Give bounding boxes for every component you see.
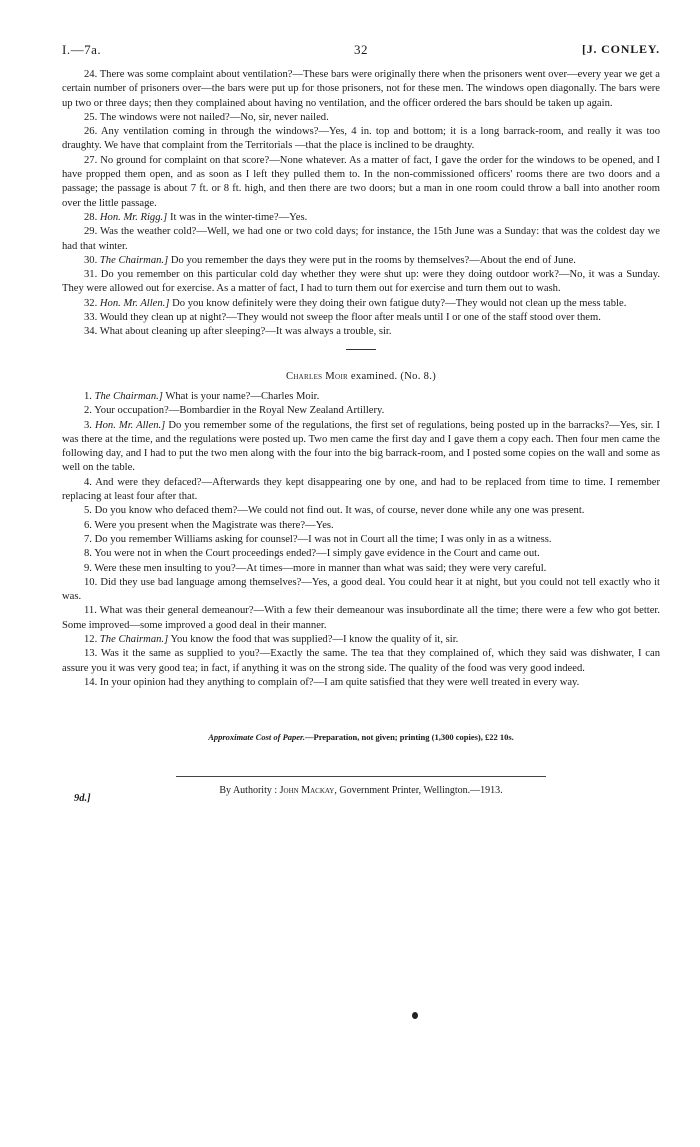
testimony-paragraph: 5. Do you know who defaced them?—We could not find out. It was, of course, never done while any one was present. — [84, 505, 585, 517]
question-number: 12. — [84, 633, 98, 645]
speaker: Hon. Mr. Allen.] — [94, 419, 166, 431]
question-text: You know the food that was supplied?—I know the quality of it, sir. — [170, 633, 459, 645]
question-text: It was in the winter-time?—Yes. — [169, 211, 308, 223]
testimony-paragraph: 26. Any ventilation coming in through the windows?—Yes, 4 in. top and bottom; it is a long barrack-room, and really it was too draughty. We have that complaint from the Territorials —that the place is inclined to be draughty. — [62, 126, 660, 152]
paper-reference: I.—7a. — [62, 42, 102, 57]
price-label: 9d.] — [74, 793, 91, 805]
question-number: 28. — [84, 211, 98, 223]
testimony-paragraph: 9. Were these men insulting to you?—At times—more in manner than what was said; they were very careful. — [84, 562, 547, 574]
footer-rule — [176, 776, 546, 777]
testimony-paragraph: 33. Would they clean up at night?—They would not sweep the floor after meals until I or one of the staff stood over them. — [84, 312, 601, 324]
page-number: 32 — [354, 42, 368, 57]
document-page — [62, 0, 661, 805]
page-header — [62, 42, 660, 64]
speaker: The Chairman.] — [94, 390, 163, 402]
testimony-paragraph: 31. Do you remember on this particular cold day whether they were shut up: were they doing outdoor work?—No, it was a Sunday. They were allowed out for exercise. As a matter of fact, I had to turn them out for exercise and turn them out to wash. — [62, 269, 660, 295]
testimony-paragraph: 4. And were they defaced?—Afterwards they kept disappearing one by one, and had to be replaced from time to time. I remember replacing at least four after that. — [62, 476, 660, 503]
ink-mark — [412, 1012, 418, 1019]
testimony-paragraph: 7. Do you remember Williams asking for counsel?—I was not in Court all the time; I was only in as a witness. — [84, 533, 552, 545]
testimony-paragraph: 34. What about cleaning up after sleeping?—It was always a trouble, sir. — [84, 326, 392, 338]
question-number: 3. — [84, 419, 92, 431]
printer-name: John Mackay, — [279, 785, 337, 797]
question-text: What is your name?—Charles Moir. — [165, 390, 320, 402]
testimony-paragraph — [62, 633, 660, 647]
testimony-paragraph — [62, 254, 660, 268]
authority-prefix: By Authority : — [219, 785, 278, 797]
testimony-section-conley — [62, 68, 660, 340]
cost-label: Approximate Cost of Paper. — [208, 732, 305, 743]
speaker: Hon. Mr. Rigg.] — [99, 211, 168, 223]
testimony-paragraph — [62, 390, 660, 404]
section-heading — [62, 370, 660, 384]
testimony-paragraph: 25. The windows were not nailed?—No, sir, never nailed. — [84, 111, 329, 123]
witness-name: Charles Moir — [285, 370, 348, 382]
question-text: Do you remember some of the regulations, the first set of regulations, being posted up in the barracks?—Yes, sir. I was there at the time, and the regulations were posted up. Two men came the first day and I gave them a copy each. Then four men came the following day, and I had to put the two men along with the four into the big barrack-room, and I posted some copies on the wall and some as well on the table. — [62, 419, 661, 474]
testimony-paragraph: 27. No ground for complaint on that score?—None whatever. As a matter of fact, I gave the order for the windows to be opened, and I have propped them open, and as soon as I left they pulled them to. In the non-commissioned officers' rooms there are two doors and a passage; the passage is about 7 ft. or 8 ft. high, and then there are two doors; but a man in one room could throw a ball into another room over the little passage. — [62, 154, 660, 209]
testimony-paragraph: 8. You were not in when the Court proceedings ended?—I simply gave evidence in the Court and came out. — [84, 548, 540, 560]
authority-line — [62, 785, 660, 805]
question-text: Do you know definitely were they doing their own fatigue duty?—They would not clean up the mess table. — [172, 297, 627, 309]
testimony-paragraph — [62, 211, 660, 225]
question-number: 30. — [84, 254, 98, 266]
testimony-section-moir — [62, 390, 660, 690]
testimony-paragraph: 6. Were you present when the Magistrate was there?—Yes. — [84, 519, 334, 531]
testimony-paragraph: 14. In your opinion had they anything to complain of?—I am quite satisfied that they were well treated in every way. — [84, 676, 580, 688]
testimony-paragraph: 29. Was the weather cold?—Well, we had one or two cold days; for instance, the 15th June was a Sunday: that was the coldest day we had that winter. — [62, 226, 660, 252]
testimony-paragraph — [62, 297, 660, 311]
testimony-paragraph: 2. Your occupation?—Bombardier in the Royal New Zealand Artillery. — [84, 405, 385, 417]
question-text: Do you remember the days they were put in the rooms by themselves?—About the end of June. — [170, 254, 576, 266]
witness-name-header: [J. CONLEY. — [581, 42, 660, 56]
cost-of-paper-note — [62, 732, 660, 742]
document-body — [62, 68, 660, 690]
speaker: Hon. Mr. Allen.] — [99, 297, 170, 309]
testimony-paragraph: 11. What was their general demeanour?—With a few their demeanour was insubordinate all the time; there were a few who got better. Some improved—some improved a good deal in their manner. — [62, 605, 660, 631]
section-heading-rest: examined. (No. 8.) — [350, 370, 437, 382]
testimony-paragraph: 10. Did they use bad language among themselves?—Yes, a good deal. You could hear it at night, but you could not tell exactly who it was. — [62, 576, 660, 603]
speaker: The Chairman.] — [99, 254, 169, 266]
testimony-paragraph: 13. Was it the same as supplied to you?—Exactly the same. The tea that they complained of, which they said was dishwater, I can assure you it was very good tea; in fact, if anything it was on the strong side. The quality of the food was very good indeed. — [62, 648, 660, 674]
testimony-paragraph — [62, 419, 660, 476]
authority-suffix: Government Printer, Wellington.—1913. — [339, 785, 503, 797]
question-number: 1. — [84, 390, 92, 402]
testimony-paragraph: 24. There was some complaint about ventilation?—These bars were originally there when the prisoners went over—every year we get a certain number of prisoners over—the bars were put up for those prisoners, not for these men. The windows open diagonally. The bars were up two or three days; then they complained about having no ventilation, and the officer ordered the bars should be taken up again. — [62, 69, 660, 109]
cost-text: —Preparation, not given; printing (1,300 copies), £22 10s. — [305, 732, 514, 743]
question-number: 32. — [84, 297, 98, 309]
section-divider — [346, 349, 376, 350]
speaker: The Chairman.] — [99, 633, 169, 645]
